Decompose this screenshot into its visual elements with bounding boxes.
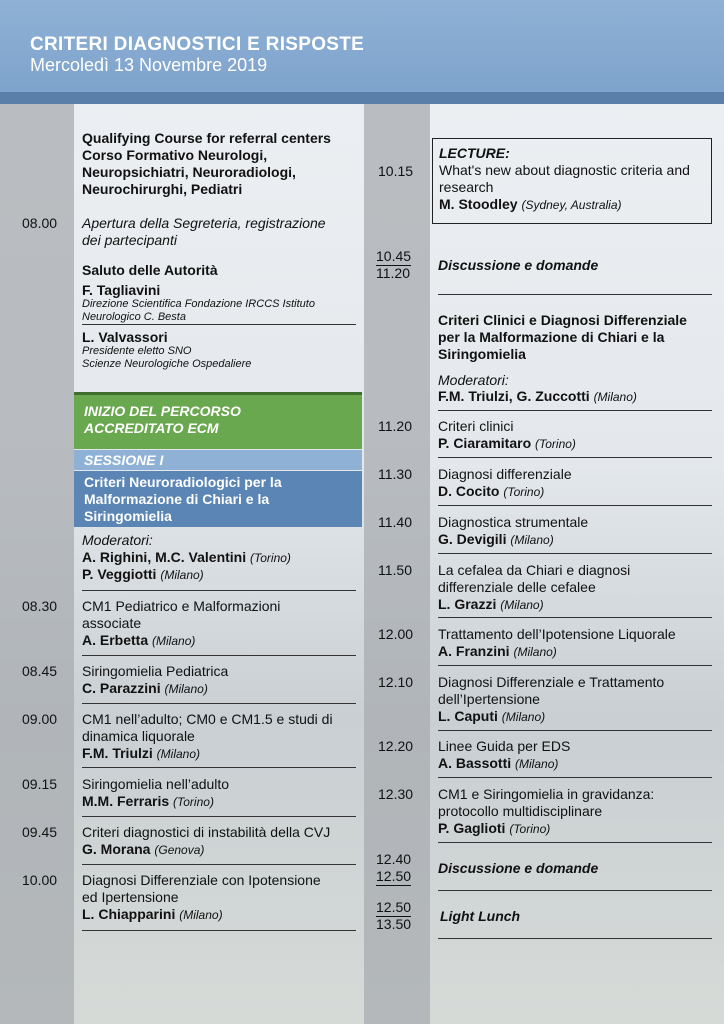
divider (438, 938, 712, 939)
lecture-box (432, 138, 712, 224)
talk-1000 (82, 872, 362, 924)
divider (438, 665, 712, 666)
moderators-line-1 (82, 549, 291, 565)
session-title-line: Siringomielia (84, 508, 172, 524)
time-1250 (376, 899, 411, 915)
talk-speaker: L. Caputi (438, 708, 498, 724)
divider (82, 816, 356, 817)
section-title-line: Siringomielia (438, 346, 526, 362)
talk-title: CM1 nell’adulto; CM0 e CM1.5 e studi di (82, 711, 333, 727)
talk-title: Criteri clinici (438, 418, 514, 434)
divider (438, 553, 712, 554)
moderator-name: A. Righini, M.C. Valentini (82, 549, 247, 565)
page-title: CRITERI DIAGNOSTICI E RISPOSTE (30, 34, 365, 55)
apertura-line: dei partecipanti (82, 232, 177, 248)
moderators-line (438, 388, 637, 404)
divider (82, 930, 356, 931)
lecture-title: research (439, 179, 494, 195)
course-line: Neurochirurghi, Pediatri (82, 181, 243, 197)
time-1130: 11.30 (378, 466, 412, 482)
talk-city: (Milano) (515, 757, 559, 771)
lecture-title: What's new about diagnostic criteria and (439, 162, 690, 178)
ecm-line: INIZIO DEL PERCORSO (84, 403, 241, 419)
role-line: Presidente eletto SNO (82, 345, 192, 357)
ecm-line: ACCREDITATO ECM (84, 420, 219, 436)
course-title (82, 130, 362, 198)
talk-speaker: L. Chiapparini (82, 906, 176, 922)
divider (438, 294, 712, 295)
talk-title: Siringomielia Pediatrica (82, 663, 229, 679)
time-0830: 08.30 (22, 598, 58, 614)
talk-title: Diagnostica strumentale (438, 514, 589, 530)
talk-speaker: G. Morana (82, 841, 151, 857)
talk-title: Diagnosi Differenziale con Ipotensione (82, 872, 321, 888)
role-line: Scienze Neurologiche Ospedaliere (82, 358, 252, 370)
talk-speaker: A. Bassotti (438, 755, 512, 771)
talk-speaker: P. Gaglioti (438, 820, 506, 836)
time-0800: 08.00 (22, 215, 58, 231)
course-line: Corso Formativo Neurologi, (82, 147, 268, 163)
talk-speaker: G. Devigili (438, 531, 507, 547)
talk-speaker: F.M. Triulzi (82, 745, 153, 761)
divider (438, 505, 712, 506)
session-label-text: SESSIONE I (84, 452, 164, 468)
talk-city: (Torino) (535, 437, 576, 451)
talk-title: Trattamento dell’Ipotensione Liquorale (438, 626, 676, 642)
discussion-2: Discussione e domande (438, 860, 599, 876)
divider (438, 617, 712, 618)
valvassori-role (82, 345, 362, 371)
header-band (0, 92, 724, 104)
time-1150: 11.50 (378, 562, 412, 578)
course-line: Neuropsichiatri, Neuroradiologi, (82, 164, 296, 180)
speaker-tagliavini: F. Tagliavini (82, 282, 161, 298)
time-1230: 12.30 (378, 786, 414, 802)
divider (438, 777, 712, 778)
time-1140: 11.40 (378, 514, 412, 530)
talk-title: dell’Ipertensione (438, 691, 540, 707)
speaker-valvassori: L. Valvassori (82, 329, 168, 345)
time-0900: 09.00 (22, 711, 58, 727)
time-1210: 12.10 (378, 674, 414, 690)
time-value: 12.50 (376, 899, 412, 915)
divider (82, 590, 356, 591)
talk-1200 (438, 626, 722, 661)
talk-city: (Milano) (179, 908, 223, 922)
divider (82, 324, 356, 325)
moderators-label: Moderatori: (438, 372, 509, 388)
talk-city: (Torino) (503, 485, 545, 499)
divider (82, 655, 356, 656)
divider (438, 890, 712, 891)
lecture-speaker: M. Stoodley (439, 196, 518, 212)
divider (438, 410, 712, 411)
talk-city: (Milano) (152, 634, 196, 648)
talk-1150 (438, 562, 718, 614)
talk-0830 (82, 598, 362, 650)
time-value: 10.45 (376, 248, 412, 264)
moderators-label: Moderatori: (82, 532, 153, 548)
course-line: Qualifying Course for referral centers (82, 130, 331, 146)
talk-title: dinamica liquorale (82, 728, 195, 744)
role-line: Neurologico C. Besta (82, 311, 186, 323)
lecture-city: (Sydney, Australia) (521, 198, 622, 212)
talk-city: (Milano) (510, 533, 554, 547)
talk-city: (Torino) (509, 822, 551, 836)
talk-title: Linee Guida per EDS (438, 738, 571, 754)
talk-city: (Milano) (164, 682, 208, 696)
talk-speaker: M.M. Ferraris (82, 793, 170, 809)
moderator-city: (Milano) (593, 390, 637, 404)
saluto-text: Saluto delle Autorità (82, 262, 218, 278)
talk-0915 (82, 776, 362, 811)
talk-speaker: C. Parazzini (82, 680, 161, 696)
talk-speaker: L. Grazzi (438, 596, 497, 612)
talk-title: Siringomielia nell’adulto (82, 776, 230, 792)
talk-speaker: A. Franzini (438, 643, 510, 659)
talk-1230 (438, 786, 718, 838)
talk-speaker: A. Erbetta (82, 632, 149, 648)
time-0915: 09.15 (22, 776, 58, 792)
section-title (438, 312, 722, 363)
talk-speaker: D. Cocito (438, 483, 500, 499)
divider (82, 767, 356, 768)
session-label (74, 450, 362, 470)
time-1350: 13.50 (376, 916, 412, 932)
role-line: Direzione Scientifica Fondazione IRCCS Istituto (82, 298, 315, 310)
time-1120: 11.20 (378, 418, 412, 434)
moderator-name: P. Veggiotti (82, 566, 157, 582)
talk-0845 (82, 663, 362, 698)
talk-title: Diagnosi Differenziale e Trattamento (438, 674, 665, 690)
talk-1130 (438, 466, 718, 501)
time-1200: 12.00 (378, 626, 414, 642)
light-lunch: Light Lunch (440, 908, 521, 924)
divider (438, 730, 712, 731)
time-1015: 10.15 (378, 163, 414, 179)
talk-1140 (438, 514, 718, 549)
tagliavini-role (82, 298, 362, 324)
talk-city: (Milano) (500, 598, 544, 612)
talk-title: ed Ipertensione (82, 889, 179, 905)
talk-title: Criteri diagnostici di instabilità della CVJ (82, 824, 331, 840)
talk-0900 (82, 711, 362, 763)
session-title-line: Criteri Neuroradiologici per la (84, 474, 282, 490)
time-1240: 12.40 (376, 851, 412, 867)
talk-speaker: P. Ciaramitaro (438, 435, 532, 451)
page-header (0, 0, 724, 92)
divider (82, 864, 356, 865)
lecture-label: LECTURE: (439, 145, 510, 161)
talk-1120 (438, 418, 718, 453)
talk-1220 (438, 738, 718, 773)
time-1220: 12.20 (378, 738, 414, 754)
apertura-text (82, 215, 362, 249)
time-0945: 09.45 (22, 824, 58, 840)
moderator-city: (Torino) (250, 551, 291, 565)
apertura-line: Apertura della Segreteria, registrazione (82, 215, 326, 231)
talk-0945 (82, 824, 362, 859)
talk-title: differenziale delle cefalee (438, 579, 596, 595)
talk-city: (Genova) (154, 843, 205, 857)
moderator-name: F.M. Triulzi, G. Zuccotti (438, 388, 590, 404)
page-date: Mercoledì 13 Novembre 2019 (30, 55, 268, 75)
moderator-city: (Milano) (160, 568, 204, 582)
divider (438, 842, 712, 843)
talk-city: (Milano) (156, 747, 201, 761)
moderators-line-2 (82, 566, 204, 582)
talk-title: CM1 Pediatrico e Malformazioni (82, 598, 281, 614)
talk-city: (Milano) (501, 710, 546, 724)
time-1250-end (376, 868, 411, 884)
divider (438, 457, 712, 458)
section-title-line: Criteri Clinici e Diagnosi Differenziale (438, 312, 687, 328)
talk-title: La cefalea da Chiari e diagnosi (438, 562, 631, 578)
talk-title: protocollo multidisciplinare (438, 803, 603, 819)
discussion-1: Discussione e domande (438, 257, 599, 273)
time-1120-end: 11.20 (376, 265, 410, 281)
time-1000: 10.00 (22, 872, 58, 888)
talk-title: CM1 e Siringomielia in gravidanza: (438, 786, 655, 802)
time-value: 12.50 (376, 868, 412, 884)
talk-1210 (438, 674, 718, 726)
talk-title: associate (82, 615, 142, 631)
section-title-line: per la Malformazione di Chiari e la (438, 329, 665, 345)
session-title-line: Malformazione di Chiari e la (84, 491, 270, 507)
talk-city: (Torino) (173, 795, 214, 809)
divider (82, 703, 356, 704)
session-title (74, 471, 362, 527)
ecm-banner (74, 392, 362, 449)
talk-title: Diagnosi differenziale (438, 466, 572, 482)
talk-city: (Milano) (513, 645, 557, 659)
time-1045 (376, 248, 411, 264)
time-0845: 08.45 (22, 663, 58, 679)
